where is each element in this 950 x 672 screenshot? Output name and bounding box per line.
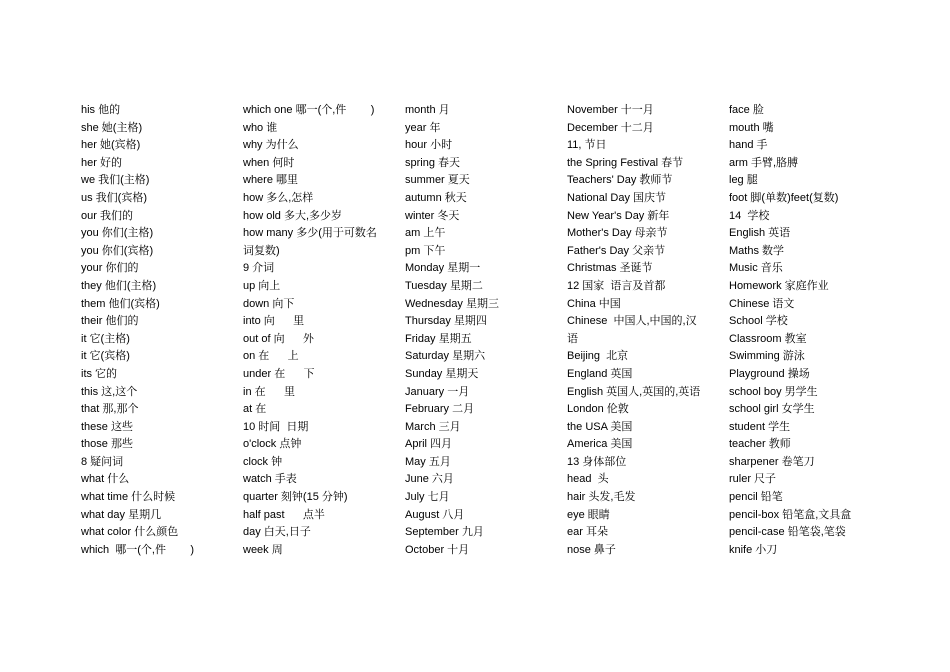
vocab-entry: what color 什么颜色 [81,526,179,539]
vocab-entry: how 多么,怎样 [243,191,314,204]
vocab-entry: hand 手 [729,139,768,152]
vocab-entry: am 上午 [405,227,446,240]
vocab-entry: teacher 教师 [729,438,791,451]
vocab-entry: Father's Day 父亲节 [567,244,666,257]
vocab-entry: pencil-box 铅笔盒,文具盒 [729,508,852,521]
vocab-entry: hour 小时 [405,139,453,152]
vocab-entry: Friday 星期五 [405,332,472,345]
vocab-entry: why 为什么 [243,139,299,152]
vocab-entry: where 哪里 [243,174,299,187]
vocab-entry: knife 小刀 [729,543,778,556]
vocab-entry: Playground 操场 [729,367,810,380]
vocab-entry: Beijing 北京 [567,350,629,363]
vocab-entry: at 在 [243,403,267,416]
vocab-entry: how old 多大,多少岁 [243,209,343,222]
vocab-entry: 14 学校 [729,209,770,222]
vocab-entry: 13 身体部位 [567,455,627,468]
vocab-entry: watch 手表 [243,473,297,486]
vocab-entry: quarter 刻钟(15 分钟) [243,491,348,504]
vocab-entry: this 这,这个 [81,385,138,398]
vocab-entry: 9 介词 [243,262,275,275]
vocab-entry: o'clock 点钟 [243,438,302,451]
vocab-entry: nose 鼻子 [567,543,616,556]
vocab-entry: on 在 上 [243,350,299,363]
vocab-entry: 10 时间 日期 [243,420,309,433]
vocab-entry: up 向上 [243,279,281,292]
vocab-entry: 词复数) [243,244,280,257]
vocab-entry: November 十一月 [567,104,654,116]
vocab-entry: we 我们(主格) [81,174,150,187]
vocab-entry: half past 点半 [243,508,325,521]
vocab-entry: Maths 数学 [729,244,785,257]
vocab-entry: ruler 尺子 [729,473,777,486]
vocab-entry: England 英国 [567,367,633,380]
vocab-entry: Mother's Day 母亲节 [567,227,668,240]
vocab-entry: winter 冬天 [405,209,460,222]
vocab-entry: Wednesday 星期三 [405,297,499,310]
vocab-entry: how many 多少(用于可数名 [243,227,377,240]
vocab-entry: them 他们(宾格) [81,297,160,310]
vocab-entry: August 八月 [405,508,465,521]
vocab-entry: December 十二月 [567,121,654,134]
vocab-column-5 [729,102,887,559]
vocab-entry: it 它(宾格) [81,350,130,363]
vocab-entry: foot 脚(单数)feet(复数) [729,191,839,204]
vocab-entry: our 我们的 [81,209,133,222]
vocab-entry: when 何时 [243,156,295,169]
vocab-entry: 语 [567,332,578,345]
vocab-entry: down 向下 [243,297,295,310]
vocab-entry: school girl 女学生 [729,403,815,416]
vocab-entry: America 美国 [567,438,633,451]
vocab-entry: Music 音乐 [729,262,783,275]
vocab-entry: mouth 嘴 [729,121,774,134]
vocab-entry: clock 钟 [243,455,283,468]
vocab-entry: who 谁 [243,121,278,134]
vocab-entry: you 你们(主格) [81,227,154,240]
vocab-entry: March 三月 [405,420,461,433]
vocab-entry: School 学校 [729,315,788,328]
vocab-entry: Monday 星期一 [405,262,481,275]
vocab-entry: week 周 [243,543,283,556]
vocab-entry: Teachers' Day 教师节 [567,174,673,187]
vocab-entry: London 伦敦 [567,403,629,416]
vocab-entry: those 那些 [81,438,133,451]
vocab-entry: English 英国人,英国的,英语 [567,385,701,398]
vocab-entry: the Spring Festival 春节 [567,156,684,169]
vocab-entry: 12 国家 语言及首都 [567,279,666,292]
vocab-entry: their 他们的 [81,315,139,328]
vocab-entry: arm 手臂,胳膊 [729,156,799,169]
vocab-entry: sharpener 卷笔刀 [729,455,815,468]
vocab-entry: summer 夏天 [405,174,470,187]
vocab-entry: you 你们(宾格) [81,244,154,257]
vocab-entry: Sunday 星期天 [405,367,479,380]
vocab-entry: English 英语 [729,227,791,240]
vocab-entry: month 月 [405,104,450,116]
vocab-entry: Classroom 教室 [729,332,807,345]
vocab-entry: hair 头发,毛发 [567,491,636,504]
vocab-entry: her 好的 [81,156,122,169]
vocab-entry: spring 春天 [405,156,461,169]
vocab-entry: into 向 里 [243,315,305,328]
vocab-entry: China 中国 [567,297,621,310]
vocab-column-3 [405,102,563,559]
vocab-entry: February 二月 [405,403,475,416]
vocab-entry: May 五月 [405,455,451,468]
vocab-entry: autumn 秋天 [405,191,467,204]
vocab-entry: October 十月 [405,543,470,556]
vocab-entry: Homework 家庭作业 [729,279,829,292]
vocab-entry: under 在 下 [243,367,315,380]
vocab-column-1 [81,102,239,559]
vocab-entry: out of 向 外 [243,332,314,345]
vocab-entry: pencil 铅笔 [729,491,783,504]
vocab-entry: Saturday 星期六 [405,350,486,363]
vocab-entry: her 她(宾格) [81,139,141,152]
vocab-entry: what day 星期几 [81,508,162,521]
vocab-entry: June 六月 [405,473,454,486]
vocab-entry: Thursday 星期四 [405,315,487,328]
vocab-entry: day 白天,日子 [243,526,311,539]
vocab-entry: in 在 里 [243,385,295,398]
vocab-entry: leg 腿 [729,174,758,187]
vocab-column-4 [567,102,725,559]
vocab-entry: 8 疑问词 [81,455,124,468]
vocab-entry: Christmas 圣诞节 [567,262,653,275]
vocab-entry: what 什么 [81,473,130,486]
vocab-entry: September 九月 [405,526,484,539]
vocab-entry: the USA 美国 [567,420,633,433]
vocab-entry: it 它(主格) [81,332,130,345]
vocab-entry: which one 哪一(个,件 ) [243,104,375,116]
vocab-entry: January 一月 [405,385,470,398]
vocab-entry: us 我们(宾格) [81,191,147,204]
vocab-entry: she 她(主格) [81,121,143,134]
vocab-entry: Chinese 语文 [729,297,795,310]
vocab-entry: they 他们(主格) [81,279,157,292]
vocab-entry: year 年 [405,121,441,134]
vocab-entry: its 它的 [81,367,118,380]
vocab-entry: his 他的 [81,104,121,116]
vocab-column-2 [243,102,401,559]
vocab-entry: Swimming 游泳 [729,350,805,363]
vocab-entry: Tuesday 星期二 [405,279,483,292]
vocab-entry: what time 什么时候 [81,491,176,504]
vocab-entry: head 头 [567,473,609,486]
vocab-entry: your 你们的 [81,262,139,275]
vocab-entry: ear 耳朵 [567,526,608,539]
vocab-entry: which 哪一(个,件 ) [81,543,195,556]
vocab-entry: April 四月 [405,438,453,451]
vocab-entry: Chinese 中国人,中国的,汉 [567,315,697,328]
vocab-entry: pm 下午 [405,244,446,257]
vocab-entry: July 七月 [405,491,450,504]
vocab-entry: National Day 国庆节 [567,191,667,204]
vocab-entry: face 脸 [729,104,764,116]
vocab-entry: student 学生 [729,420,791,433]
vocab-entry: pencil-case 铅笔袋,笔袋 [729,526,846,539]
vocab-entry: 11, 节日 [567,139,607,152]
vocab-entry: that 那,那个 [81,403,139,416]
vocab-entry: these 这些 [81,420,133,433]
vocab-entry: New Year's Day 新年 [567,209,670,222]
vocab-entry: school boy 男学生 [729,385,818,398]
vocab-entry: eye 眼睛 [567,508,610,521]
